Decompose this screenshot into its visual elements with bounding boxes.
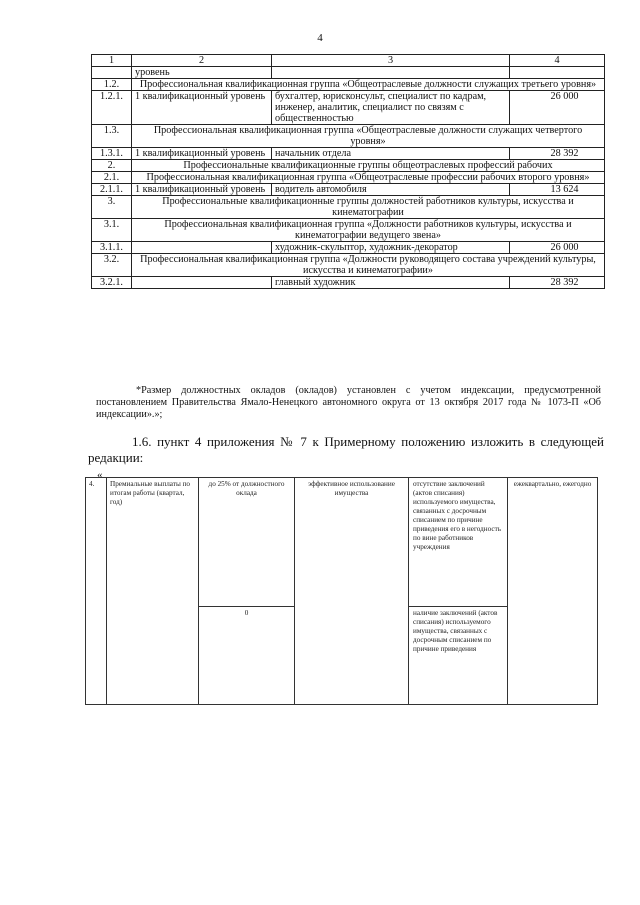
header-cell: 4 xyxy=(510,55,605,67)
row-number: 4. xyxy=(86,478,107,705)
row-number: 3.1.1. xyxy=(92,242,132,254)
level-cell: уровень xyxy=(132,67,272,79)
table-row xyxy=(92,254,605,277)
table-row xyxy=(92,242,605,254)
table-row xyxy=(92,277,605,289)
amount-cell: до 25% от должностного оклада xyxy=(199,478,295,607)
table-row xyxy=(86,478,598,607)
level-cell xyxy=(132,242,272,254)
row-number: 3. xyxy=(92,196,132,219)
header-cell: 1 xyxy=(92,55,132,67)
period-cell: ежеквартально, ежегодно xyxy=(508,478,598,705)
group-title: Профессиональная квалификационная группа «Должности работников культуры, искусства и кинематографии ведущего звена» xyxy=(132,219,605,242)
row-number: 2.1.1. xyxy=(92,184,132,196)
row-number: 1.2.1. xyxy=(92,91,132,125)
condition-cell: отсутствие заключений (актов списания) используемого имущества, связанных с досрочным списанием по причине приведения его в негодность по вине работников учреждения xyxy=(409,478,508,607)
positions-cell: главный художник xyxy=(272,277,510,289)
group-title: Профессиональная квалификационная группа «Общеотраслевые профессии рабочих второго уровня» xyxy=(132,172,605,184)
positions-cell: начальник отдела xyxy=(272,148,510,160)
level-cell xyxy=(132,277,272,289)
salary-cell: 13 624 xyxy=(510,184,605,196)
group-title: Профессиональные квалификационные группы должностей работников культуры, искусства и кинематографии xyxy=(132,196,605,219)
positions-cell: водитель автомобиля xyxy=(272,184,510,196)
table-row xyxy=(92,160,605,172)
group-title: Профессиональная квалификационная группа «Общеотраслевые должности служащих четвертого уровня» xyxy=(132,125,605,148)
row-number: 1.3.1. xyxy=(92,148,132,160)
group-title: Профессиональная квалификационная группа «Должности руководящего состава учреждений культуры, искусства и кинематографии» xyxy=(132,254,605,277)
table-row xyxy=(92,219,605,242)
positions-cell: бухгалтер, юрисконсульт, специалист по кадрам, инженер, аналитик, специалист по связям с общественностью xyxy=(272,91,510,125)
row-number: 3.2. xyxy=(92,254,132,277)
level-cell: 1 квалификационный уровень xyxy=(132,91,272,125)
level-cell: 1 квалификационный уровень xyxy=(132,184,272,196)
page-number: 4 xyxy=(317,32,323,44)
salary-cell: 26 000 xyxy=(510,242,605,254)
table-row xyxy=(92,184,605,196)
row-number: 3.1. xyxy=(92,219,132,242)
positions-cell: художник-скульптор, художник-декоратор xyxy=(272,242,510,254)
table-row xyxy=(92,172,605,184)
table-row xyxy=(92,125,605,148)
salary-cell: 28 392 xyxy=(510,277,605,289)
row-number: 2. xyxy=(92,160,132,172)
table-row xyxy=(92,148,605,160)
level-cell: 1 квалификационный уровень xyxy=(132,148,272,160)
amendment-paragraph: 1.6. пункт 4 приложения № 7 к Примерному положению изложить в следующей редакции: xyxy=(88,434,604,465)
table-row xyxy=(92,79,605,91)
row-number: 1.3. xyxy=(92,125,132,148)
table-row xyxy=(92,196,605,219)
condition-cell: наличие заключений (актов списания) используемого имущества, связанных с досрочным списанием по причине приведения xyxy=(409,607,508,705)
salary-table xyxy=(91,54,605,289)
group-title: Профессиональные квалификационные группы общеотраслевых профессий рабочих xyxy=(132,160,605,172)
header-cell: 3 xyxy=(272,55,510,67)
bonus-table xyxy=(85,477,598,705)
row-number: 3.2.1. xyxy=(92,277,132,289)
amount-cell: 0 xyxy=(199,607,295,705)
opening-quote: « xyxy=(97,469,103,481)
salary-cell: 26 000 xyxy=(510,91,605,125)
row-number: 2.1. xyxy=(92,172,132,184)
salary-footnote: *Размер должностных окладов (окладов) установлен с учетом индексации, предусмотренной постановлением Правительства Ямало-Ненецкого автономного округа от 13 октября 2017 года № 1073-П «Об индексации».»; xyxy=(96,385,601,420)
payment-type-cell: Премиальные выплаты по итогам работы (квартал, год) xyxy=(107,478,199,705)
salary-cell: 28 392 xyxy=(510,148,605,160)
table-row xyxy=(92,91,605,125)
table-row xyxy=(92,67,605,79)
group-title: Профессиональная квалификационная группа «Общеотраслевые должности служащих третьего уровня» xyxy=(132,79,605,91)
row-number: 1.2. xyxy=(92,79,132,91)
table-header-row xyxy=(92,55,605,67)
criterion-cell: эффективное использование имущества xyxy=(295,478,409,705)
header-cell: 2 xyxy=(132,55,272,67)
